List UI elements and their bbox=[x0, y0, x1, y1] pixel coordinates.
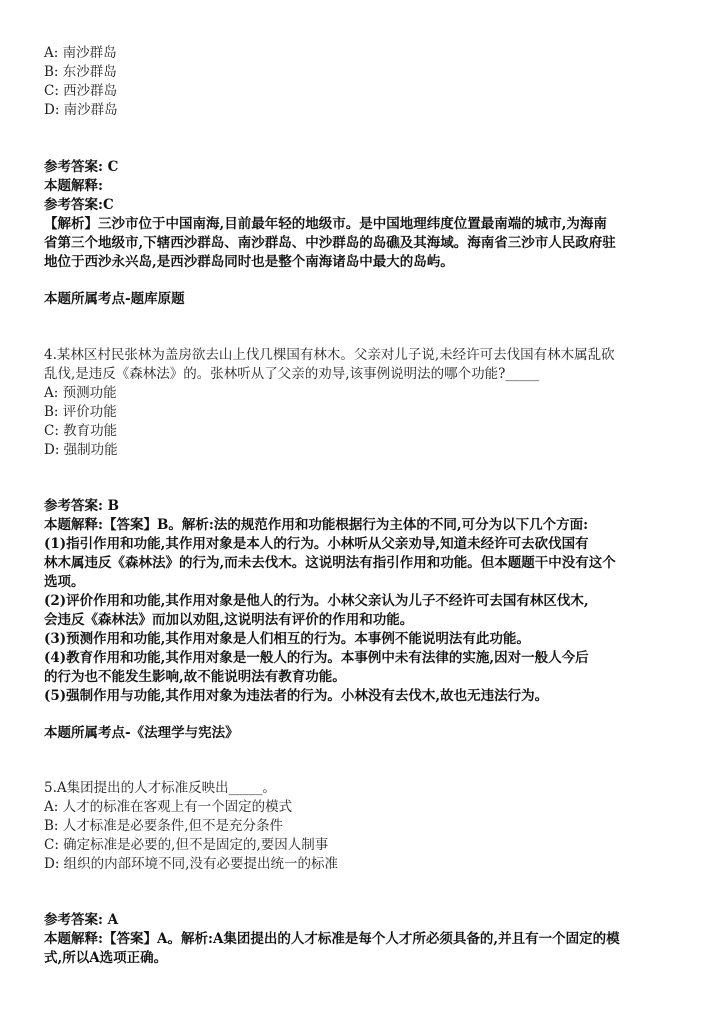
q3-topic: 本题所属考点-题库原题 bbox=[44, 291, 185, 307]
q5-option-b: B: 人才标准是必要条件,但不是充分条件 bbox=[44, 818, 284, 834]
q3-option-c: C: 西沙群岛 bbox=[44, 83, 118, 99]
q4-explanation-line: (4)教育作用和功能,其作用对象是一般人的行为。本事例中未有法律的实施,因对一般人今后 bbox=[44, 650, 589, 666]
q4-question-line: 4.某林区村民张林为盖房欲去山上伐几棵国有林木。父亲对儿子说,未经许可去伐国有林木属乱砍 bbox=[44, 347, 615, 363]
q4-option-b: B: 评价功能 bbox=[44, 404, 117, 420]
q4-explanation-line: 林木属违反《森林法》的行为,而未去伐木。这说明法有指引作用和功能。但本题题干中没有这个 bbox=[44, 555, 616, 571]
q4-explanation-line: 的行为也不能发生影响,故不能说明法有教育功能。 bbox=[44, 669, 346, 685]
q4-question-line: 乱伐,是违反《森林法》的。张林听从了父亲的劝导,该事例说明法的哪个功能?_____ bbox=[44, 366, 540, 382]
q4-option-c: C: 教育功能 bbox=[44, 423, 118, 439]
q4-option-a: A: 预测功能 bbox=[44, 385, 117, 401]
q3-option-a: A: 南沙群岛 bbox=[44, 45, 117, 61]
q4-topic: 本题所属考点-《法理学与宪法》 bbox=[44, 725, 239, 741]
q3-analysis-line: 【解析】三沙市位于中国南海,目前最年轻的地级市。是中国地理纬度位置最南端的城市,为海南 bbox=[44, 216, 607, 232]
q5-option-d: D: 组织的内部环境不同,没有必要提出统一的标准 bbox=[44, 856, 338, 872]
q3-analysis-line: 省第三个地级市,下辖西沙群岛、南沙群岛、中沙群岛的岛礁及其海域。海南省三沙市人民政府驻 bbox=[44, 235, 616, 251]
q5-option-a: A: 人才的标准在客观上有一个固定的模式 bbox=[44, 799, 293, 815]
q5-answer: 参考答案: A bbox=[44, 912, 119, 928]
q4-answer: 参考答案: B bbox=[44, 498, 120, 514]
q3-option-b: B: 东沙群岛 bbox=[44, 64, 117, 80]
q4-explanation-line: 会违反《森林法》而加以劝阻,这说明法有评价的作用和功能。 bbox=[44, 612, 414, 628]
q4-explanation-line: 选项。 bbox=[44, 574, 85, 590]
q5-option-c: C: 确定标准是必要的,但不是固定的,要因人制事 bbox=[44, 837, 329, 853]
q4-explanation-line: (5)强制作用与功能,其作用对象为违法者的行为。小林没有去伐木,故也无违法行为。 bbox=[44, 688, 549, 704]
q4-explanation-line: (1)指引作用和功能,其作用对象是本人的行为。小林听从父亲劝导,知道未经许可去砍伐国有 bbox=[44, 536, 589, 552]
q3-explain-label: 本题解释: bbox=[44, 178, 103, 194]
q4-option-d: D: 强制功能 bbox=[44, 442, 118, 458]
q3-option-d: D: 南沙群岛 bbox=[44, 102, 118, 118]
q4-explanation-line: (3)预测作用和功能,其作用对象是人们相互的行为。本事例不能说明法有此功能。 bbox=[44, 631, 530, 647]
q4-explanation-line: (2)评价作用和功能,其作用对象是他人的行为。小林父亲认为儿子不经许可去国有林区伐木, bbox=[44, 593, 589, 609]
q3-analysis-line: 地位于西沙永兴岛,是西沙群岛同时也是整个南海诸岛中最大的岛屿。 bbox=[44, 254, 454, 270]
q5-question: 5.A集团提出的人才标准反映出_____。 bbox=[44, 780, 276, 796]
q3-answer: 参考答案: C bbox=[44, 159, 119, 175]
q5-explanation-line: 式,所以A选项正确。 bbox=[44, 950, 168, 966]
q5-explanation-line: 本题解释:【答案】A。解析:A集团提出的人才标准是每个人才所必须具备的,并且有一个固定的模 bbox=[44, 931, 620, 947]
q4-explanation-line: 本题解释:【答案】B。解析:法的规范作用和功能根据行为主体的不同,可分为以下几个方面: bbox=[44, 517, 589, 533]
q3-answer-repeat: 参考答案:C bbox=[44, 197, 114, 213]
